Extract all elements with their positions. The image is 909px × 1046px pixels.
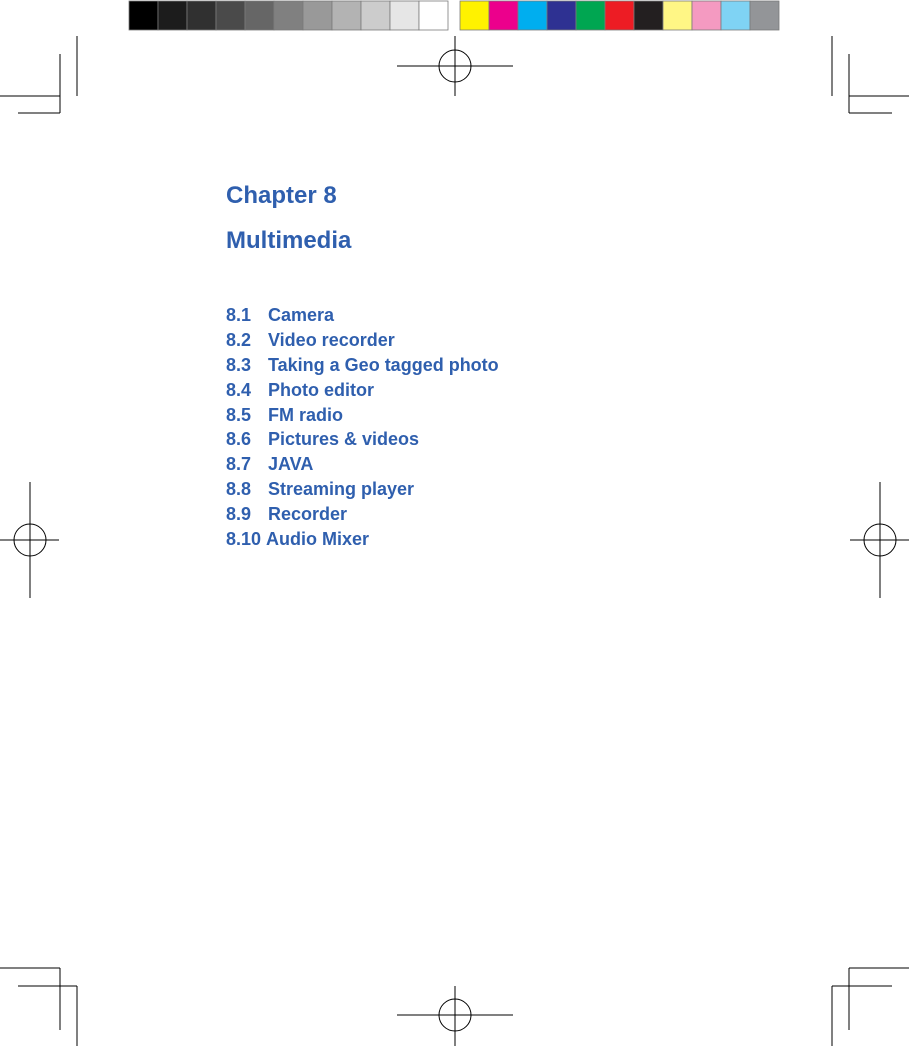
table-of-contents xyxy=(226,303,499,552)
toc-item-number: 8.3 xyxy=(226,354,252,375)
toc-item-number: 8.6 xyxy=(226,429,252,450)
grayscale-swatch xyxy=(332,1,361,30)
color-swatch xyxy=(750,1,779,30)
chapter-title: Multimedia xyxy=(226,227,352,254)
color-swatch xyxy=(518,1,547,30)
color-swatch xyxy=(692,1,721,30)
toc-item-title: Recorder xyxy=(268,504,348,525)
toc-item-title: Pictures & videos xyxy=(268,429,420,450)
color-swatch xyxy=(721,1,750,30)
color-swatch xyxy=(663,1,692,30)
toc-item-title: Video recorder xyxy=(268,329,395,350)
toc-item-8-2 xyxy=(226,328,499,353)
grayscale-swatch xyxy=(303,1,332,30)
crop-mark-top-right xyxy=(832,36,909,113)
toc-item-8-3 xyxy=(226,353,499,378)
toc-item-8-1 xyxy=(226,303,499,328)
color-swatch xyxy=(634,1,663,30)
toc-item-title: Photo editor xyxy=(268,379,374,400)
toc-item-number: 8.5 xyxy=(226,404,252,425)
color-swatch xyxy=(605,1,634,30)
grayscale-swatch xyxy=(216,1,245,30)
toc-item-title: FM radio xyxy=(268,404,343,425)
grayscale-swatch xyxy=(245,1,274,30)
toc-item-8-10 xyxy=(226,527,499,552)
toc-item-title: Streaming player xyxy=(268,479,415,500)
toc-item-number: 8.1 xyxy=(226,305,252,325)
toc-item-title: Taking a Geo tagged photo xyxy=(268,354,499,375)
registration-target-bottom xyxy=(397,986,513,1046)
registration-target-top xyxy=(397,36,513,96)
chapter-header xyxy=(226,180,351,257)
toc-item-title: JAVA xyxy=(268,454,314,475)
registration-target-right xyxy=(850,482,909,598)
grayscale-swatch xyxy=(390,1,419,30)
toc-item-8-5 xyxy=(226,403,499,428)
toc-item-title: Camera xyxy=(268,305,335,325)
toc-item-number: 8.4 xyxy=(226,379,252,400)
toc-item-8-6 xyxy=(226,427,499,452)
crop-mark-top-left xyxy=(0,36,77,113)
color-calibration-bar xyxy=(460,1,779,30)
crop-mark-bottom-left xyxy=(0,968,77,1046)
toc-item-8-8 xyxy=(226,477,499,502)
grayscale-swatch xyxy=(419,1,448,30)
grayscale-swatch xyxy=(361,1,390,30)
grayscale-calibration-bar xyxy=(129,1,448,30)
toc-item-8-9 xyxy=(226,502,499,527)
chapter-number: Chapter 8 xyxy=(226,182,337,209)
color-swatch xyxy=(547,1,576,30)
registration-target-left xyxy=(0,482,59,598)
grayscale-swatch xyxy=(187,1,216,30)
toc-item-number: 8.8 xyxy=(226,479,252,500)
toc-item-8-4 xyxy=(226,378,499,403)
color-swatch xyxy=(576,1,605,30)
toc-item-number: 8.7 xyxy=(226,454,252,475)
crop-mark-bottom-right xyxy=(832,968,909,1046)
toc-item-number: 8.9 xyxy=(226,504,252,525)
grayscale-swatch xyxy=(158,1,187,30)
toc-item-title: Audio Mixer xyxy=(266,529,370,550)
grayscale-swatch xyxy=(274,1,303,30)
grayscale-swatch xyxy=(129,1,158,30)
color-swatch xyxy=(489,1,518,30)
toc-item-8-7 xyxy=(226,452,499,477)
toc-item-number: 8.10 xyxy=(226,529,262,550)
color-swatch xyxy=(460,1,489,30)
toc-item-number: 8.2 xyxy=(226,329,252,350)
